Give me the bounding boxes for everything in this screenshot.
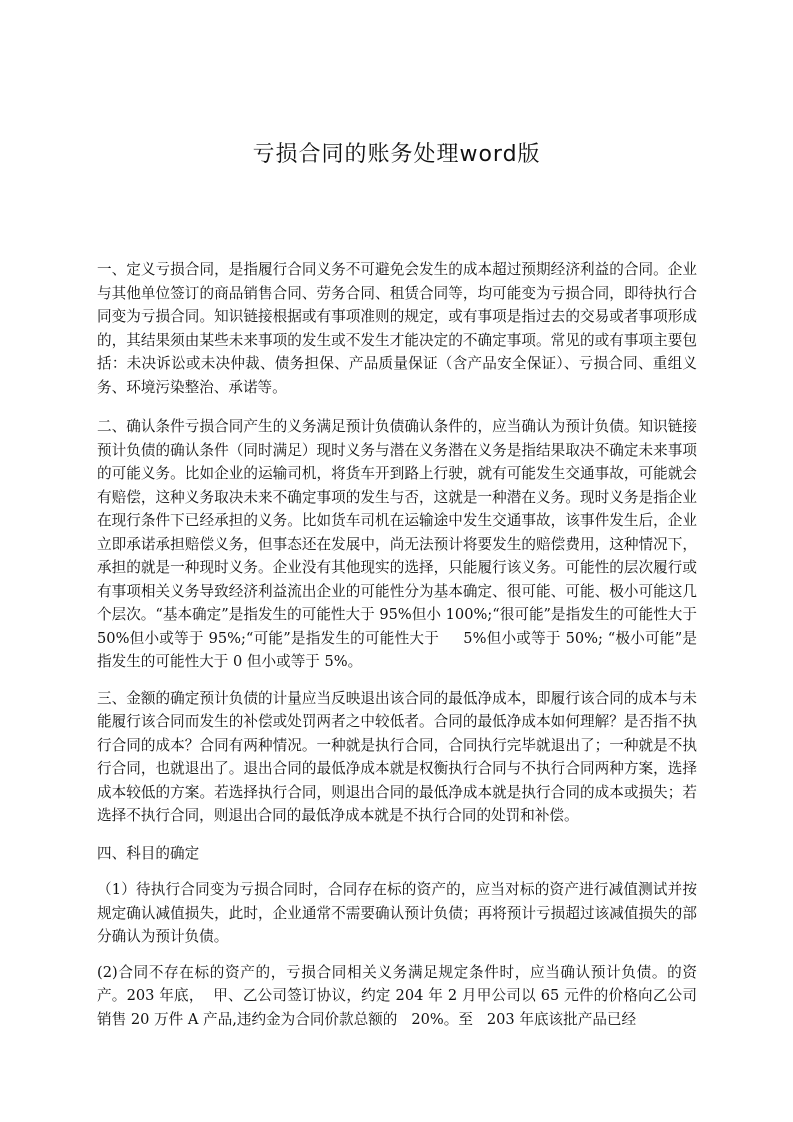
paragraph-item-2: (2)合同不存在标的资产的，亏损合同相关义务满足规定条件时，应当确认预计负债。的资产。203 年底， 甲、乙公司签订协议，约定 204 年 2 月甲公司以 65 元件的价格向乙公司销售 20 万件 A 产品,违约金为合同价款总额的 20%。至 203 年底该批产品已经 xyxy=(97,963,697,1028)
paragraph-item-1: （1）待执行合同变为亏损合同时，合同存在标的资产的，应当对标的资产进行减值测试并按规定确认减值损失，此时，企业通常不需要确认预计负债；再将预计亏损超过该减值损失的部分确认为预计负债。 xyxy=(97,881,697,945)
paragraph-recognition-conditions: 二、确认条件亏损合同产生的义务满足预计负债确认条件的，应当确认为预计负债。知识链接预计负债的确认条件（同时满足）现时义务与潜在义务潜在义务是指结果取决不确定未来事项的可能义务。比如企业的运输司机，将货车开到路上行驶，就有可能发生交通事故，可能就会有赔偿，这种义务取决未来不确定事项的发生与否，这就是一种潜在义务。现时义务是指企业在现行条件下已经承担的义务。比如货车司机在运输途中发生交通事故，该事件发生后，企业立即承诺承担赔偿义务，但事态还在发展中，尚无法预计将要发生的赔偿费用，这种情况下，承担的就是一种现时义务。企业没有其他现实的选择，只能履行该义务。可能性的层次履行或有事项相关义务导致经济利益流出企业的可能性分为基本确定、很可能、可能、极小可能这几个层次。“基本确定”是指发生的可能性大于 95%但小 100%;“很可能”是指发生的可能性大于 50%但小或等于 95%;“可能”是指发生的可能性大于 5%但小或等于 50%; “极小可能”是指发生的可能性大于 0 但小或等于 5%。 xyxy=(97,418,721,670)
document-title: 亏损合同的账务处理word版 xyxy=(252,142,541,167)
paragraph-amount-determination: 三、金额的确定预计负债的计量应当反映退出该合同的最低净成本，即履行该合同的成本与未能履行该合同而发生的补偿或处罚两者之中较低者。合同的最低净成本如何理解？是否指不执行合同的成本？合同有两种情况。一种就是执行合同，合同执行完毕就退出了；一种就是不执行合同，也就退出了。退出合同的最低净成本就是权衡执行合同与不执行合同两种方案，选择成本较低的方案。若选择执行合同，则退出合同的最低净成本就是执行合同的成本或损失；若选择不执行合同，则退出合同的最低净成本就是不执行合同的处罚和补偿。 xyxy=(97,689,697,824)
paragraph-definition: 一、定义亏损合同，是指履行合同义务不可避免会发生的成本超过预期经济利益的合同。企业与其他单位签订的商品销售合同、劳务合同、租赁合同等，均可能变为亏损合同，即待执行合同变为亏损合同。知识链接根据或有事项准则的规定，或有事项是指过去的交易或者事项形成的，其结果须由某些未来事项的发生或不发生才能决定的不确定事项。常见的或有事项主要包括：未决诉讼或未决仲裁、债务担保、产品质量保证（含产品安全保证）、亏损合同、重组义务、环境污染整治、承诺等。 xyxy=(97,261,697,396)
section-heading-accounts: 四、科目的确定 xyxy=(97,844,200,862)
document-body xyxy=(97,258,721,1031)
